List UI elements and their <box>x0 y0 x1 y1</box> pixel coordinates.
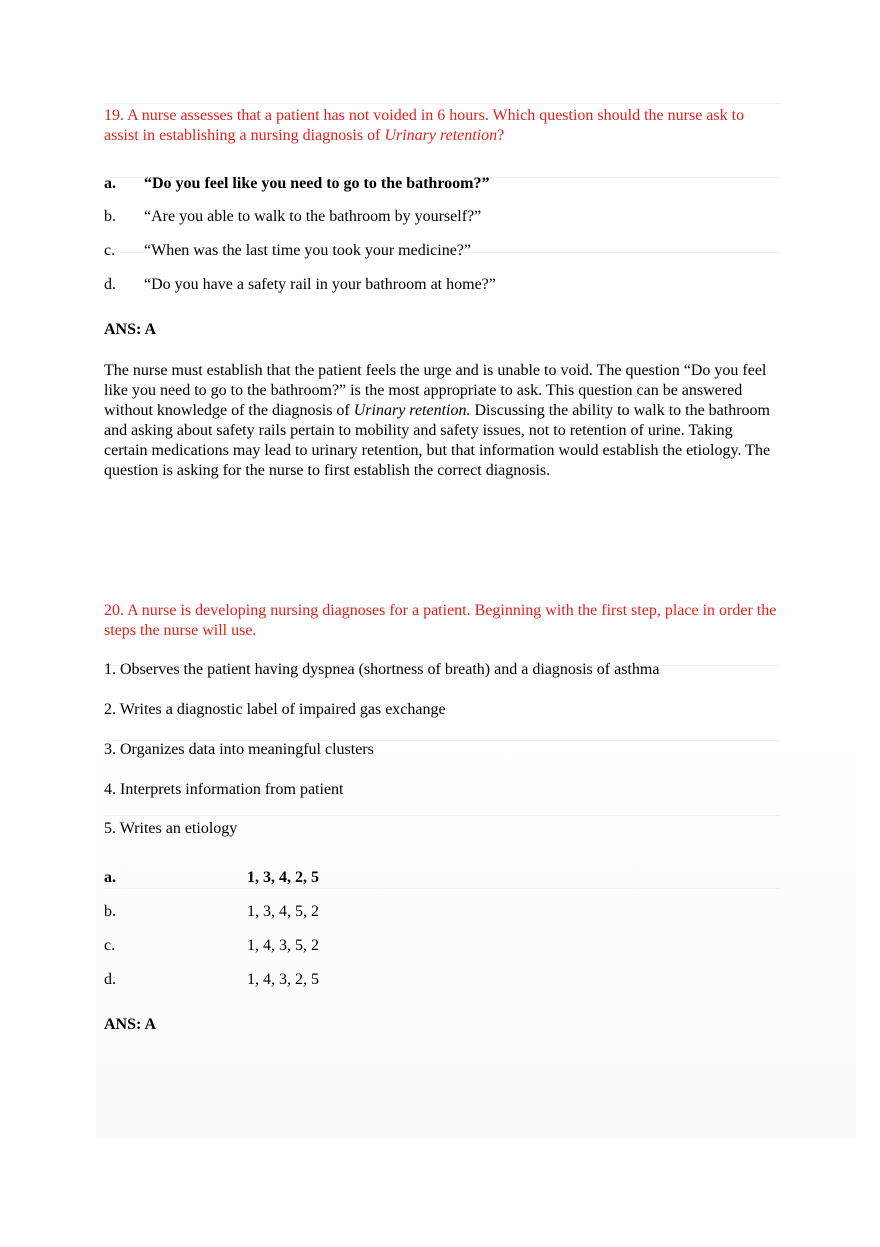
question-20-step: 5. Writes an etiology <box>104 820 238 837</box>
background-panel <box>96 498 856 1138</box>
question-20-step: 4. Interprets information from patient <box>104 781 344 798</box>
question-20-step: 1. Observes the patient having dyspnea (shortness of breath) and a diagnosis of asthma <box>104 661 660 678</box>
divider <box>104 888 780 889</box>
divider <box>104 815 780 816</box>
question-19-rationale: The nurse must establish that the patient feels the urge and is unable to void. The question “Do you feel like you need to go to the bathroom?” is the most appropriate to ask. This question can be answered without knowledge of the diagnosis of Urinary retention. Discussing the ability to walk to the bathroom and asking about safety rails pertain to mobility and safety issues, not to retention of urine. Taking certain medications may lead to urinary retention, but that information would establish the etiology. The question is asking for the nurse to first establish the correct diagnosis. <box>104 362 771 479</box>
question-20-answer: ANS: A <box>104 1016 157 1033</box>
question-19-prompt: 19. A nurse assesses that a patient has not voided in 6 hours. Which question should the nurse ask to assist in establishing a nursing diagnosis of Urinary retention? <box>104 107 745 144</box>
question-20-step: 2. Writes a diagnostic label of impaired gas exchange <box>104 701 446 718</box>
question-20-step: 3. Organizes data into meaningful clusters <box>104 741 374 758</box>
question-19-answer: ANS: A <box>104 321 157 338</box>
divider <box>104 103 780 104</box>
question-20-prompt: 20. A nurse is developing nursing diagnoses for a patient. Beginning with the first step, place in order the steps the nurse will use. <box>104 602 777 639</box>
